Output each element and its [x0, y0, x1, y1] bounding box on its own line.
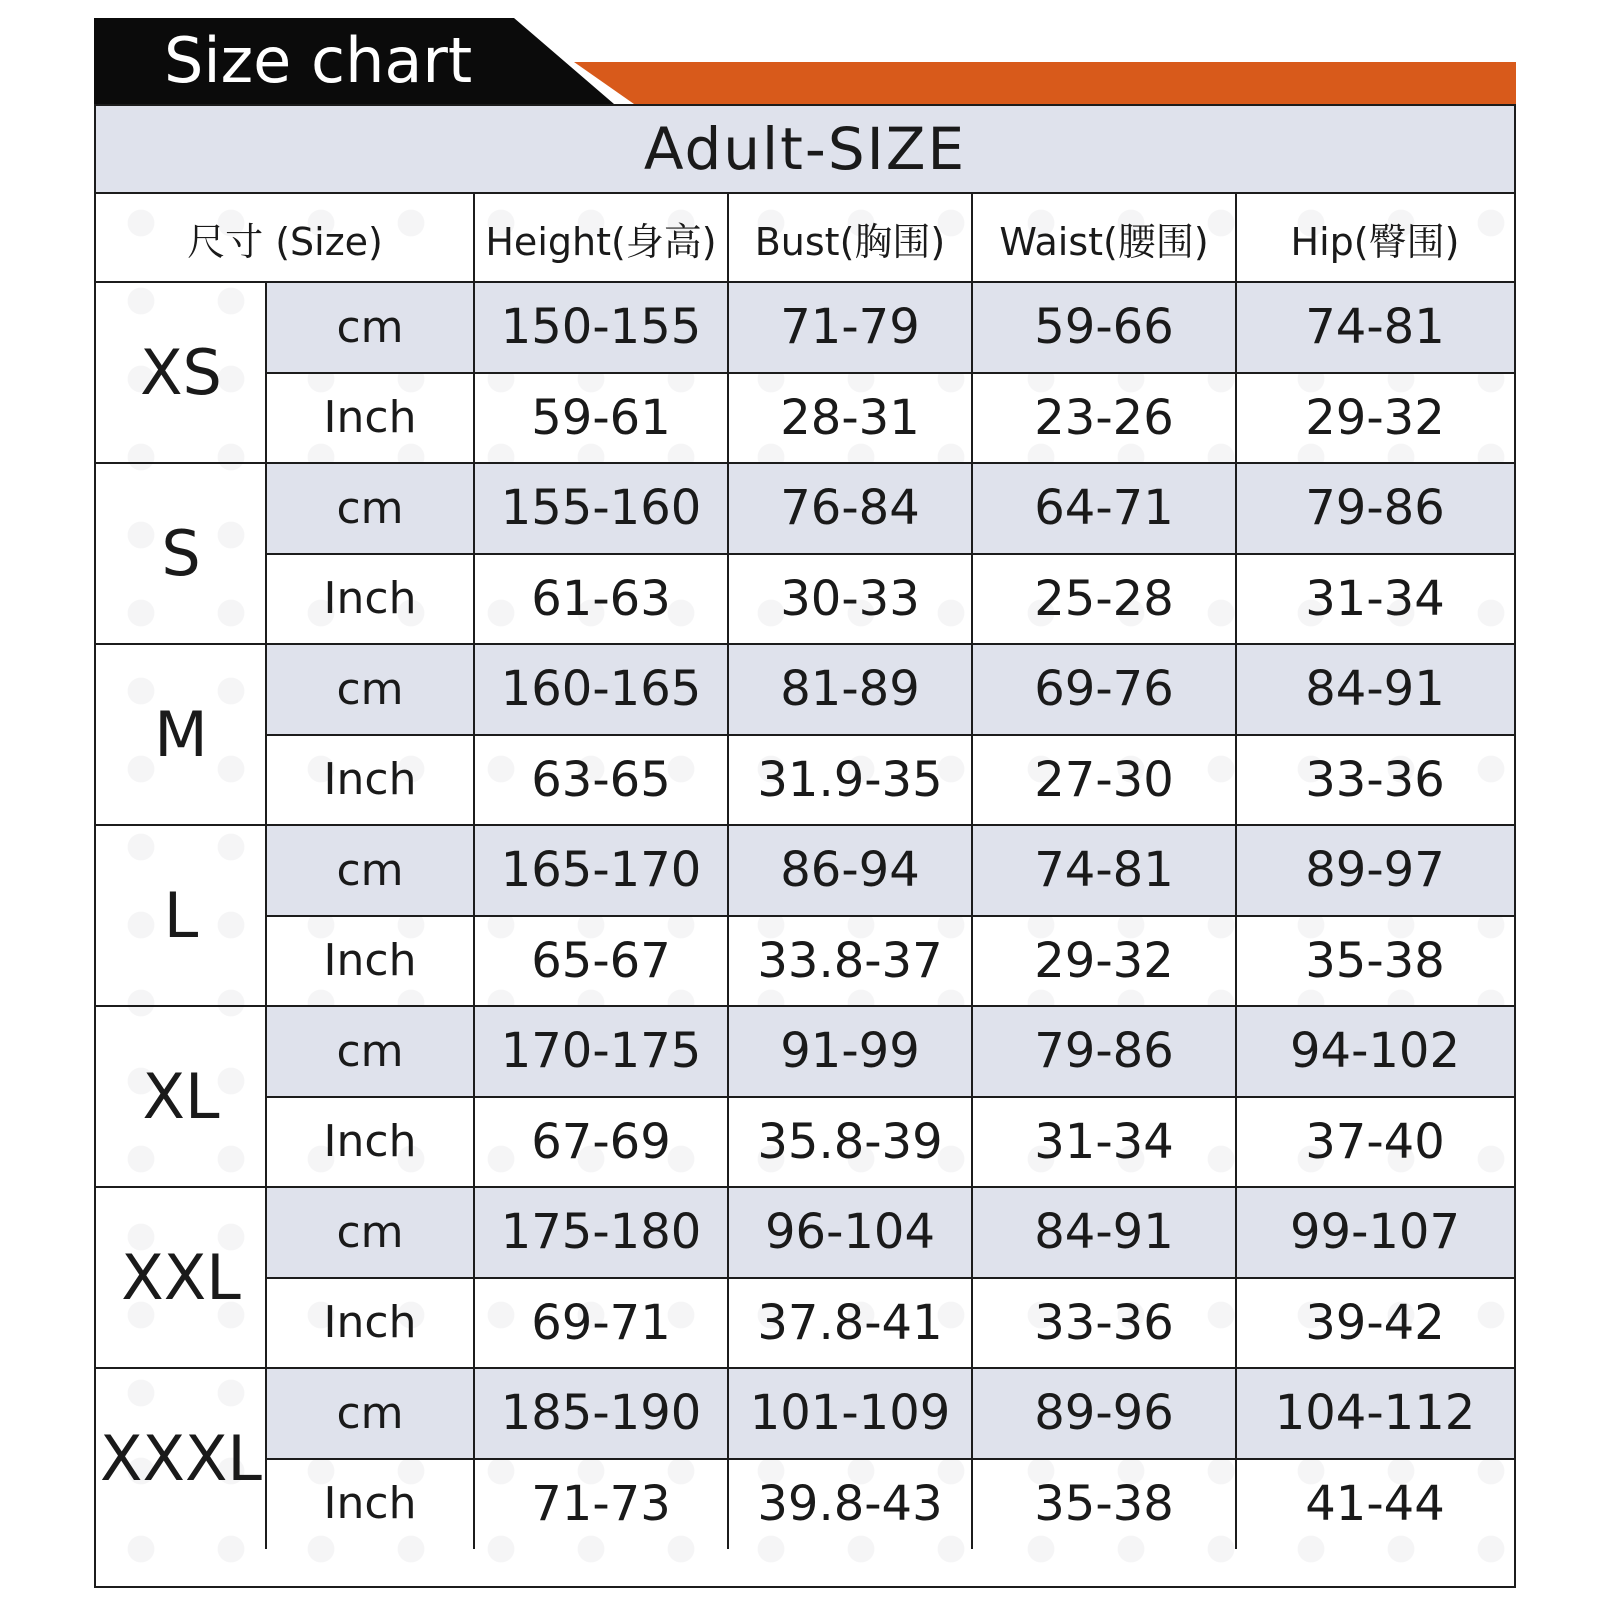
measurement-cell: 35-38	[1305, 932, 1445, 989]
measurement-cell: 89-97	[1305, 842, 1445, 899]
measurement-cell: 81-89	[780, 661, 920, 718]
measurement-cell: 160-165	[500, 661, 702, 718]
size-label: M	[154, 698, 208, 771]
grid-line	[266, 1458, 1514, 1460]
grid-line	[266, 553, 1514, 555]
measurement-cell: 91-99	[780, 1023, 920, 1080]
measurement-cell: 37-40	[1305, 1113, 1445, 1170]
measurement-cell: 71-73	[531, 1475, 671, 1532]
grid-line	[266, 734, 1514, 736]
measurement-cell: 31.9-35	[757, 751, 943, 808]
unit-label-cm: cm	[336, 301, 404, 353]
measurement-cell: 99-107	[1289, 1204, 1460, 1261]
grid-line	[96, 1186, 1514, 1188]
measurement-cell: 31-34	[1034, 1113, 1174, 1170]
size-label: XXXL	[100, 1422, 262, 1495]
header-waist: Waist(腰围)	[999, 219, 1209, 264]
grid-line	[727, 194, 729, 1549]
measurement-cell: 23-26	[1034, 389, 1174, 446]
unit-label-cm: cm	[336, 482, 404, 534]
measurement-cell: 84-91	[1034, 1204, 1174, 1261]
grid-line	[266, 372, 1514, 374]
measurement-cell: 35-38	[1034, 1475, 1174, 1532]
measurement-cell: 165-170	[500, 842, 702, 899]
measurement-cell: 71-79	[780, 299, 920, 356]
measurement-cell: 94-102	[1289, 1023, 1460, 1080]
grid-line	[473, 194, 475, 1549]
header-hip: Hip(臀围)	[1290, 219, 1460, 264]
measurement-cell: 33-36	[1034, 1294, 1174, 1351]
measurement-cell: 69-76	[1034, 661, 1174, 718]
measurement-cell: 86-94	[780, 842, 920, 899]
header-size: 尺寸 (Size)	[187, 219, 383, 264]
grid-line	[266, 915, 1514, 917]
measurement-cell: 185-190	[500, 1385, 702, 1442]
measurement-cell: 76-84	[780, 480, 920, 537]
measurement-cell: 89-96	[1034, 1385, 1174, 1442]
measurement-cell: 41-44	[1305, 1475, 1445, 1532]
grid-line	[266, 1096, 1514, 1098]
size-label: S	[161, 517, 201, 590]
grid-line	[265, 282, 267, 1549]
measurement-cell: 155-160	[500, 480, 702, 537]
measurement-cell: 61-63	[531, 570, 671, 627]
measurement-cell: 96-104	[764, 1204, 935, 1261]
measurement-cell: 69-71	[531, 1294, 671, 1351]
measurement-cell: 74-81	[1305, 299, 1445, 356]
unit-label-inch: Inch	[323, 754, 417, 806]
size-table	[94, 104, 1516, 1588]
unit-label-inch: Inch	[323, 1478, 417, 1530]
measurement-cell: 84-91	[1305, 661, 1445, 718]
grid-line	[266, 1277, 1514, 1279]
measurement-cell: 33-36	[1305, 751, 1445, 808]
size-label: XXL	[121, 1241, 241, 1314]
measurement-cell: 65-67	[531, 932, 671, 989]
measurement-cell: 67-69	[531, 1113, 671, 1170]
size-label: XL	[142, 1060, 220, 1133]
banner-title: Size chart	[164, 24, 473, 97]
measurement-cell: 74-81	[1034, 842, 1174, 899]
measurement-cell: 79-86	[1305, 480, 1445, 537]
measurement-cell: 104-112	[1274, 1385, 1476, 1442]
unit-label-cm: cm	[336, 663, 404, 715]
grid-line	[96, 824, 1514, 826]
measurement-cell: 170-175	[500, 1023, 702, 1080]
measurement-cell: 175-180	[500, 1204, 702, 1261]
unit-label-inch: Inch	[323, 392, 417, 444]
measurement-cell: 33.8-37	[757, 932, 943, 989]
unit-label-cm: cm	[336, 1387, 404, 1439]
measurement-cell: 29-32	[1034, 932, 1174, 989]
measurement-cell: 30-33	[780, 570, 920, 627]
measurement-cell: 39.8-43	[757, 1475, 943, 1532]
measurement-cell: 150-155	[500, 299, 702, 356]
unit-label-cm: cm	[336, 1206, 404, 1258]
measurement-cell: 37.8-41	[757, 1294, 943, 1351]
measurement-cell: 59-66	[1034, 299, 1174, 356]
unit-label-inch: Inch	[323, 935, 417, 987]
grid-line	[1235, 194, 1237, 1549]
banner-orange-stripe	[574, 62, 1516, 104]
grid-line	[96, 281, 1514, 283]
measurement-cell: 63-65	[531, 751, 671, 808]
measurement-cell: 25-28	[1034, 570, 1174, 627]
unit-label-cm: cm	[336, 844, 404, 896]
size-label: XS	[140, 336, 222, 409]
grid-line	[96, 1367, 1514, 1369]
measurement-cell: 35.8-39	[757, 1113, 943, 1170]
grid-line	[96, 462, 1514, 464]
grid-line	[971, 194, 973, 1549]
unit-label-cm: cm	[336, 1025, 404, 1077]
unit-label-inch: Inch	[323, 573, 417, 625]
unit-label-inch: Inch	[323, 1297, 417, 1349]
grid-line	[96, 1005, 1514, 1007]
measurement-cell: 29-32	[1305, 389, 1445, 446]
table-title-bar	[96, 106, 1514, 194]
size-label: L	[163, 879, 199, 952]
measurement-cell: 79-86	[1034, 1023, 1174, 1080]
measurement-cell: 28-31	[780, 389, 920, 446]
measurement-cell: 27-30	[1034, 751, 1174, 808]
header-height: Height(身高)	[485, 219, 717, 264]
measurement-cell: 64-71	[1034, 480, 1174, 537]
measurement-cell: 31-34	[1305, 570, 1445, 627]
table-title: Adult-SIZE	[643, 115, 967, 183]
measurement-cell: 101-109	[749, 1385, 951, 1442]
grid-line	[96, 643, 1514, 645]
header-bust: Bust(胸围)	[754, 219, 946, 264]
measurement-cell: 59-61	[531, 389, 671, 446]
unit-label-inch: Inch	[323, 1116, 417, 1168]
size-chart-banner	[94, 18, 1516, 104]
measurement-cell: 39-42	[1305, 1294, 1445, 1351]
